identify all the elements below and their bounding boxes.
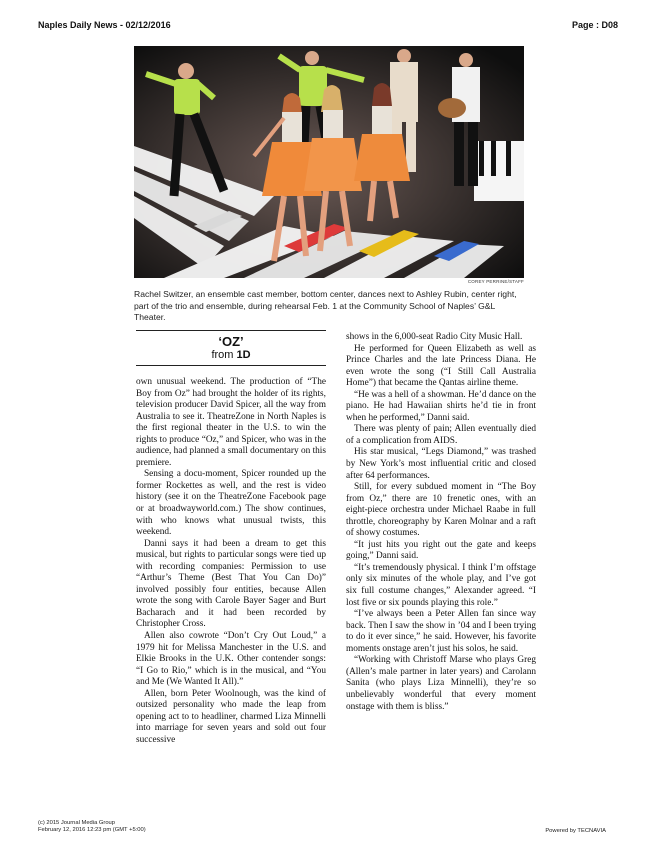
paragraph: There was plenty of pain; Allen eventually died of a complication from AIDS. — [346, 424, 536, 446]
paragraph: Still, for every subdued moment in “The Boy from Oz,” there are 10 frenetic ones, with an eight-piece orchestra under Michael Raabe in full throttle, choreography by Karen Molnar and a raft of showy costumes. — [346, 482, 536, 539]
photo-caption: Rachel Switzer, an ensemble cast member, bottom center, dances next to Ashley Rubin, center right, part of the trio and ensemble, during rehearsal Feb. 1 at the Community School of Naples’ G&L Theater. — [134, 289, 517, 323]
footer-powered-by: Powered by TECNAVIA — [545, 828, 606, 834]
photo-credit: COREY PERRINE/STAFF — [467, 279, 524, 284]
footer-copyright: (c) 2015 Journal Media Group — [38, 820, 116, 826]
paragraph: “It’s tremendously physical. I think I’m offstage only six minutes of the whole play, and I’ve got six full costume changes,” Alexander agreed. “I lost five or six pounds playing this role.” — [346, 562, 536, 608]
paragraph: “He was a hell of a showman. He’d dance on the piano. He had Hawaiian shirts he’d tie in front when he performed,” Danni said. — [346, 389, 536, 423]
paragraph: Sensing a docu-moment, Spicer rounded up the former Rockettes as well, and the rest is video history (see it on the TheatreZone Facebook page or at broadwayworld.com.) The show continues, with who knows what unusual twists, this weekend. — [136, 469, 326, 538]
rehearsal-photo — [134, 46, 524, 278]
paragraph: His star musical, “Legs Diamond,” was trashed by New York’s most influential critic and closed after 64 performances. — [346, 447, 536, 481]
footer-left — [38, 820, 146, 834]
paragraph: own unusual weekend. The production of “The Boy from Oz” had brought the holder of its rights, television producer David Spicer, all the way from Australia to see it. TheatreZone in North Naples is the first regional theater in the U.S. to win the rights to produce “Oz,” and Spicer, who was in the audience, had planned a small documentary on this premiere. — [136, 377, 327, 468]
paragraph: Allen also cowrote “Don’t Cry Out Loud,” a 1979 hit for Melissa Manchester in the U.S. and Elkie Brooks in the U.K. Other contender songs: “I Go to Rio,” which is in the musical, and “You and Me (We Wanted It All).” — [136, 631, 326, 688]
article-column-left — [136, 377, 326, 747]
article-column-right — [346, 332, 536, 713]
paragraph: shows in the 6,000-seat Radio City Music Hall. — [346, 332, 523, 342]
jump-from — [136, 349, 326, 361]
jump-head — [136, 330, 326, 366]
jump-from-text: from — [211, 349, 234, 361]
header-publication-date: Naples Daily News - 02/12/2016 — [38, 20, 171, 30]
jump-kicker: ‘OZ’ — [218, 334, 244, 349]
header-page-number: Page : D08 — [571, 20, 618, 30]
paragraph: He performed for Queen Elizabeth as well as Prince Charles and the late Princess Diana. He even wrote the song (“I Still Call Australia Home”) that became the Qantas airline theme. — [346, 343, 536, 389]
paragraph: “I’ve always been a Peter Allen fan since way back. Then I saw the show in ’04 and I been trying to do it ever since,” he said. However, his favorite moments onstage aren’t just his solos, he said. — [346, 609, 536, 654]
paragraph: “It just hits you right out the gate and keeps going,” Danni said. — [346, 539, 536, 562]
footer-timestamp: February 12, 2016 12:23 pm (GMT +5:00) — [38, 827, 146, 833]
paragraph: Allen, born Peter Woolnough, was the kind of outsized personality who made the leap from opening act to to headliner, charmed Liza Minnelli into marriage for seven years and sold out four successive — [136, 688, 326, 745]
jump-from-page: 1D — [236, 349, 251, 361]
paragraph: “Working with Christoff Marse who plays Greg (Allen’s male partner in later years) and Carolann Sanita (who plays Liza Minnelli), they’re so unbelievably wonderful that every moment onstage with them is bliss.” — [346, 655, 536, 712]
paragraph: Danni says it had been a dream to get this musical, but rights to particular songs were tied up with recording companies: Permission to use “Arthur’s Theme (Best That You Can Do)” involved possibly four entities, because Allen wrote the song with Carole Bayer Sager and Burt Bacharach and it had been recorded by Christopher Cross. — [136, 538, 326, 630]
